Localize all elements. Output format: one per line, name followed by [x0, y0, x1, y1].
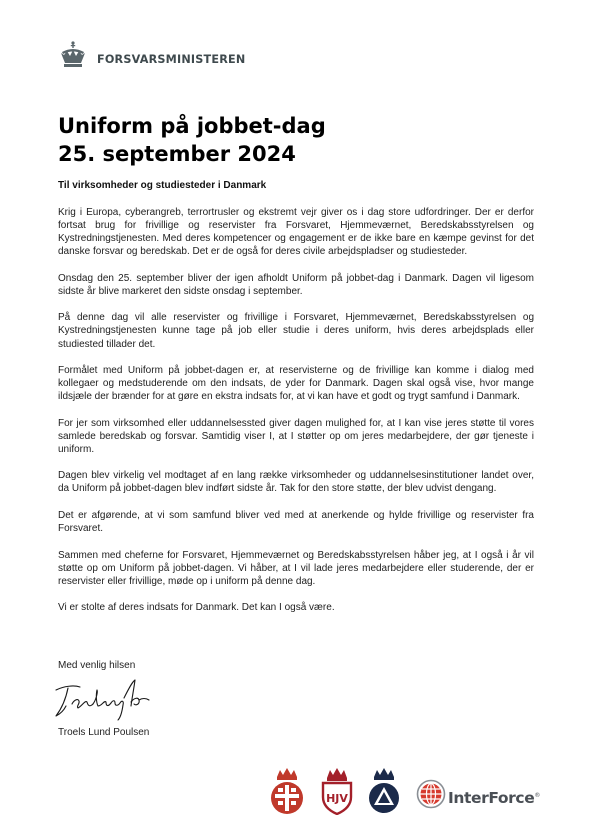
paragraph: Vi er stolte af deres indsats for Danmark. Det kan I også være. — [58, 602, 335, 614]
hjv-label: HJV — [326, 792, 348, 805]
closing-salutation: Med venlig hilsen — [58, 660, 136, 671]
signer-name: Troels Lund Poulsen — [58, 727, 150, 738]
hjv-crest-icon — [319, 767, 355, 815]
page-title — [58, 112, 326, 168]
paragraph: På denne dag vil alle reservister og frivillige i Forsvaret, Hjemmeværnet, Beredskabsstyrelsen og Kystredningstjenesten kunne tage på job eller studie i deres uniform, hvis deres arbejdsplads eller studiested tillader det. — [58, 312, 534, 350]
partner-logos — [268, 767, 568, 817]
paragraph: Sammen med cheferne for Forsvaret, Hjemmeværnet og Beredskabsstyrelsen håber jeg, at I også i år vil støtte op om Uniform på jobbet-dagen. Vi håber, at I vil lade jeres medarbejdere eller studerende, der er reservister eller frivillige, møde op i uniform på denne dag. — [58, 549, 534, 587]
paragraph: Det er afgørende, at vi som samfund bliver ved med at anerkende og hylde frivillige og reservister fra Forsvaret. — [58, 509, 534, 535]
forsvaret-crest-icon — [268, 767, 306, 815]
title-line-1: Uniform på jobbet-dag — [58, 114, 326, 138]
letterhead — [56, 40, 245, 68]
paragraph: Krig i Europa, cyberangreb, terrortrusler og ekstremt vejr giver os i dag store udfordringer. Der er derfor fortsat brug for frivillige og reservister fra Forsvaret, Hjemmeværnet, Beredskabsstyrelsen og Kystredningstjenesten. Med deres kompetencer og engagement er de ikke bare en kæmpe gevinst for det danske forsvar og beredskab. Det er de også for deres civile arbejdspladser og studiesteder. — [58, 207, 534, 258]
title-line-2: 25. september 2024 — [58, 142, 296, 166]
interforce-globe-icon — [416, 779, 446, 809]
danish-crown-icon — [56, 40, 90, 68]
paragraph: Formålet med Uniform på jobbet-dagen er, at reservisterne og de frivillige kan komme i dialog med kollegaer og medstuderende om den indsats, de yder for Danmark. Dagen skal også vise, hvor mange ildsjæle der brænder for at gøre en ekstra indsats for, at vi kan have et godt og trygt samfund i Danmark. — [58, 365, 534, 403]
paragraph: Onsdag den 25. september bliver der igen afholdt Uniform på jobbet-dag i Danmark. Dagen vil ligesom sidste år blive markeret den sidste onsdag i september. — [58, 272, 534, 297]
org-name: FORSVARSMINISTEREN — [97, 53, 246, 66]
beredskabsstyrelsen-crest-icon — [367, 767, 401, 815]
handwritten-signature — [52, 676, 152, 724]
interforce-wordmark: InterForce® — [448, 789, 540, 807]
letter-body — [58, 206, 534, 628]
paragraph: Dagen blev virkelig vel modtaget af en lang række virksomheder og uddannelsesinstitutioner landet over, da Uniform på jobbet-dagen blev indført sidste år. Tak for den store støtte, der blev udvist dengang. — [58, 470, 534, 495]
paragraph: For jer som virksomhed eller uddannelsessted giver dagen mulighed for, at I kan vise jeres støtte til vores samlede beredskab og forsvar. Samtidig viser I, at I støtter op om jeres medarbejdere, der gør tjeneste i uniform. — [58, 417, 534, 455]
recipient-line: Til virksomheder og studiesteder i Danmark — [58, 180, 267, 191]
